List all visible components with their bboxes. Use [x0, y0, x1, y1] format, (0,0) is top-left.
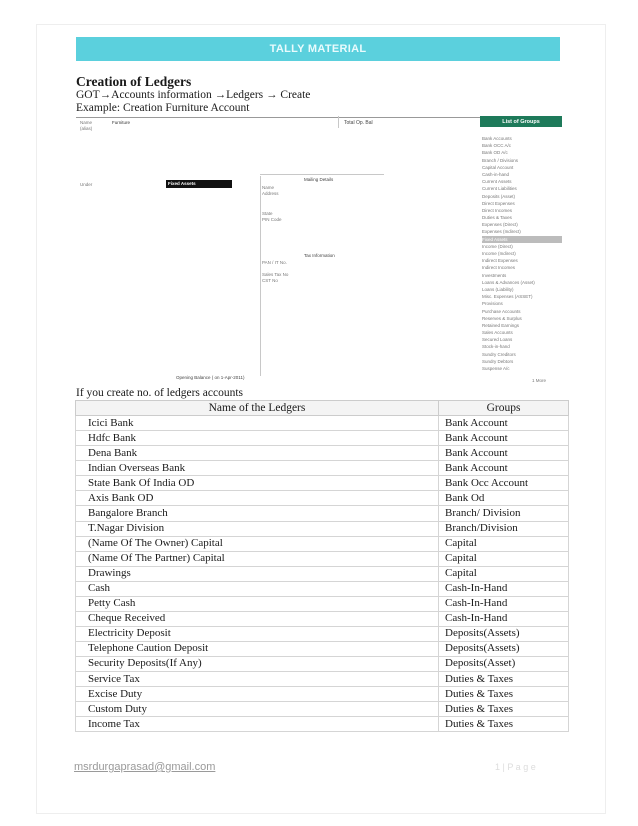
ledger-name-cell: Axis Bank OD — [76, 491, 439, 506]
table-row — [76, 446, 569, 461]
ledger-name-cell: Custom Duty — [76, 702, 439, 717]
group-cell: Bank Account — [439, 461, 569, 476]
table-row — [76, 461, 569, 476]
group-cell: Cash-In-Hand — [439, 596, 569, 611]
group-list-item[interactable]: Direct Incomes — [482, 207, 513, 213]
group-list-item[interactable]: Fixed Assets — [482, 236, 562, 243]
group-list-item[interactable]: Direct Expenses — [482, 200, 515, 206]
group-list-item[interactable]: Misc. Expenses (ASSET) — [482, 294, 533, 300]
ledger-name-cell: (Name Of The Owner) Capital — [76, 536, 439, 551]
group-list-item[interactable]: Current Assets — [482, 179, 512, 185]
divider — [260, 176, 261, 376]
group-cell: Bank Account — [439, 431, 569, 446]
ledger-name-cell: Bangalore Branch — [76, 506, 439, 521]
group-list-item[interactable]: Deposits (Asset) — [482, 193, 516, 199]
table-row — [76, 656, 569, 671]
group-cell: Duties & Taxes — [439, 702, 569, 717]
table-row — [76, 431, 569, 446]
name-value: Furniture — [112, 120, 131, 125]
section-heading: Creation of Ledgers — [76, 74, 192, 89]
group-list-item[interactable]: Branch / Divisions — [482, 157, 519, 163]
ledger-name-cell: Income Tax — [76, 717, 439, 732]
group-cell: Duties & Taxes — [439, 671, 569, 686]
mail-state-label: State — [262, 211, 273, 216]
table-row — [76, 626, 569, 641]
group-list-item[interactable]: Sundry Creditors — [482, 351, 516, 357]
mailing-details-label: Mailing Details — [304, 177, 334, 182]
group-cell: Cash-In-Hand — [439, 581, 569, 596]
table-row — [76, 702, 569, 717]
group-list-item[interactable]: Provisions — [482, 301, 503, 307]
cst-label: CST No — [262, 278, 278, 283]
group-list-item[interactable]: Capital Account — [482, 164, 514, 170]
group-list-item[interactable]: Bank OD A/c — [482, 150, 508, 156]
group-list-item[interactable]: Suspense A/c — [482, 366, 510, 371]
ledger-name-cell: T.Nagar Division — [76, 521, 439, 536]
mail-address-label: Address — [262, 191, 279, 196]
group-list-item[interactable]: Income (Direct) — [482, 243, 513, 249]
ledger-name-cell: Hdfc Bank — [76, 431, 439, 446]
table-row — [76, 671, 569, 686]
mail-pin-label: PIN Code — [262, 217, 282, 222]
footer-email[interactable]: msrdurgaprasad@gmail.com — [74, 761, 216, 773]
ledger-name-cell: State Bank Of India OD — [76, 476, 439, 491]
ledger-name-cell: (Name Of The Partner) Capital — [76, 551, 439, 566]
group-list-item[interactable]: Secured Loans — [482, 337, 513, 343]
group-cell: Cash-In-Hand — [439, 611, 569, 626]
ledger-name-cell: Electricity Deposit — [76, 626, 439, 641]
table-row — [76, 641, 569, 656]
group-list-item[interactable]: Indirect Incomes — [482, 265, 516, 271]
sales-tax-label: Sales Tax No — [262, 272, 289, 277]
table-row — [76, 717, 569, 732]
opening-balance-label: Opening Balance ( on 1-Apr-2011) — [176, 375, 245, 380]
footer-page-number: 1 | P a g e — [495, 762, 536, 772]
group-list-item[interactable]: Expenses (Indirect) — [482, 229, 521, 235]
group-cell: Capital — [439, 551, 569, 566]
group-list-item[interactable]: Investments — [482, 272, 507, 278]
ledger-name-cell: Indian Overseas Bank — [76, 461, 439, 476]
group-cell: Bank Account — [439, 416, 569, 431]
group-list-item[interactable]: Sundry Debtors — [482, 358, 514, 364]
group-list-item[interactable]: Bank OCC A/c — [482, 143, 512, 149]
more-count-label: 1 More — [532, 378, 547, 383]
group-cell: Capital — [439, 566, 569, 581]
table-row — [76, 521, 569, 536]
ledger-name-cell: Cash — [76, 581, 439, 596]
ledger-name-cell: Telephone Caution Deposit — [76, 641, 439, 656]
ledgers-table — [75, 400, 569, 732]
title-banner: TALLY MATERIAL — [76, 37, 560, 61]
table-row — [76, 506, 569, 521]
list-of-groups-header: List of Groups — [480, 116, 562, 127]
group-list-item[interactable]: Retained Earnings — [482, 322, 520, 328]
table-row — [76, 581, 569, 596]
name-label: Name — [80, 120, 93, 125]
group-list-item[interactable]: Bank Accounts — [482, 136, 512, 141]
group-cell: Duties & Taxes — [439, 687, 569, 702]
group-cell: Capital — [439, 536, 569, 551]
group-list-item[interactable]: Sales Accounts — [482, 330, 513, 336]
group-list-item[interactable]: Indirect Expenses — [482, 258, 518, 264]
table-row — [76, 596, 569, 611]
group-cell: Bank Occ Account — [439, 476, 569, 491]
column-header-ledger-name: Name of the Ledgers — [76, 401, 439, 416]
table-row — [76, 687, 569, 702]
screenshot-top-border — [76, 117, 481, 118]
mail-name-label: Name — [262, 185, 275, 190]
ledger-name-cell: Service Tax — [76, 671, 439, 686]
group-list-item[interactable]: Expenses (Direct) — [482, 222, 518, 228]
menu-path-text: GOT→Accounts information →Ledgers → Create — [76, 89, 311, 101]
group-cell: Deposits(Assets) — [439, 641, 569, 656]
group-list-item[interactable]: Purchase Accounts — [482, 308, 521, 314]
tax-information-label: Tax Information — [304, 253, 335, 258]
group-list-item[interactable]: Loans & Advances (Asset) — [482, 279, 535, 285]
ledger-name-cell: Dena Bank — [76, 446, 439, 461]
ledger-name-cell: Icici Bank — [76, 416, 439, 431]
column-header-group: Groups — [439, 401, 569, 416]
ledger-name-cell: Petty Cash — [76, 596, 439, 611]
group-list-item[interactable]: Reserves & Surplus — [482, 315, 522, 321]
group-cell: Branch/Division — [439, 521, 569, 536]
group-cell: Duties & Taxes — [439, 717, 569, 732]
group-cell: Branch/ Division — [439, 506, 569, 521]
table-row — [76, 566, 569, 581]
group-list-item[interactable]: Loans (Liability) — [482, 286, 514, 292]
group-cell: Deposits(Asset) — [439, 656, 569, 671]
group-cell: Bank Od — [439, 491, 569, 506]
table-row — [76, 491, 569, 506]
ledger-name-cell: Cheque Received — [76, 611, 439, 626]
table-row — [76, 551, 569, 566]
under-label: Under — [80, 182, 93, 187]
total-opening-balance-label: Total Op. Bal — [344, 120, 373, 126]
alias-label: (alias) — [80, 126, 93, 131]
group-list-item[interactable]: Income (Indirect) — [482, 251, 516, 256]
under-value-highlight: Fixed Assets — [166, 180, 232, 188]
group-list-item[interactable]: Stock-in-hand — [482, 344, 510, 350]
group-cell: Bank Account — [439, 446, 569, 461]
divider — [338, 116, 339, 128]
list-of-groups — [482, 135, 562, 372]
ledger-name-cell: Drawings — [76, 566, 439, 581]
table-row — [76, 611, 569, 626]
table-header-row — [76, 401, 569, 416]
group-list-item[interactable]: Cash-in-hand — [482, 171, 510, 177]
table-caption: If you create no. of ledgers accounts — [76, 387, 243, 399]
group-list-item[interactable]: Current Liabilities — [482, 186, 517, 192]
ledger-name-cell: Excise Duty — [76, 687, 439, 702]
group-list-item[interactable]: Duties & Taxes — [482, 215, 512, 221]
table-row — [76, 416, 569, 431]
ledger-name-cell: Security Deposits(If Any) — [76, 656, 439, 671]
table-row — [76, 476, 569, 491]
group-cell: Deposits(Assets) — [439, 626, 569, 641]
pan-label: PAN / IT No. — [262, 260, 287, 265]
ledgers-table-body — [76, 416, 569, 732]
tally-screenshot — [76, 116, 561, 386]
divider — [260, 174, 384, 175]
example-text: Example: Creation Furniture Account — [76, 102, 250, 114]
table-row — [76, 536, 569, 551]
